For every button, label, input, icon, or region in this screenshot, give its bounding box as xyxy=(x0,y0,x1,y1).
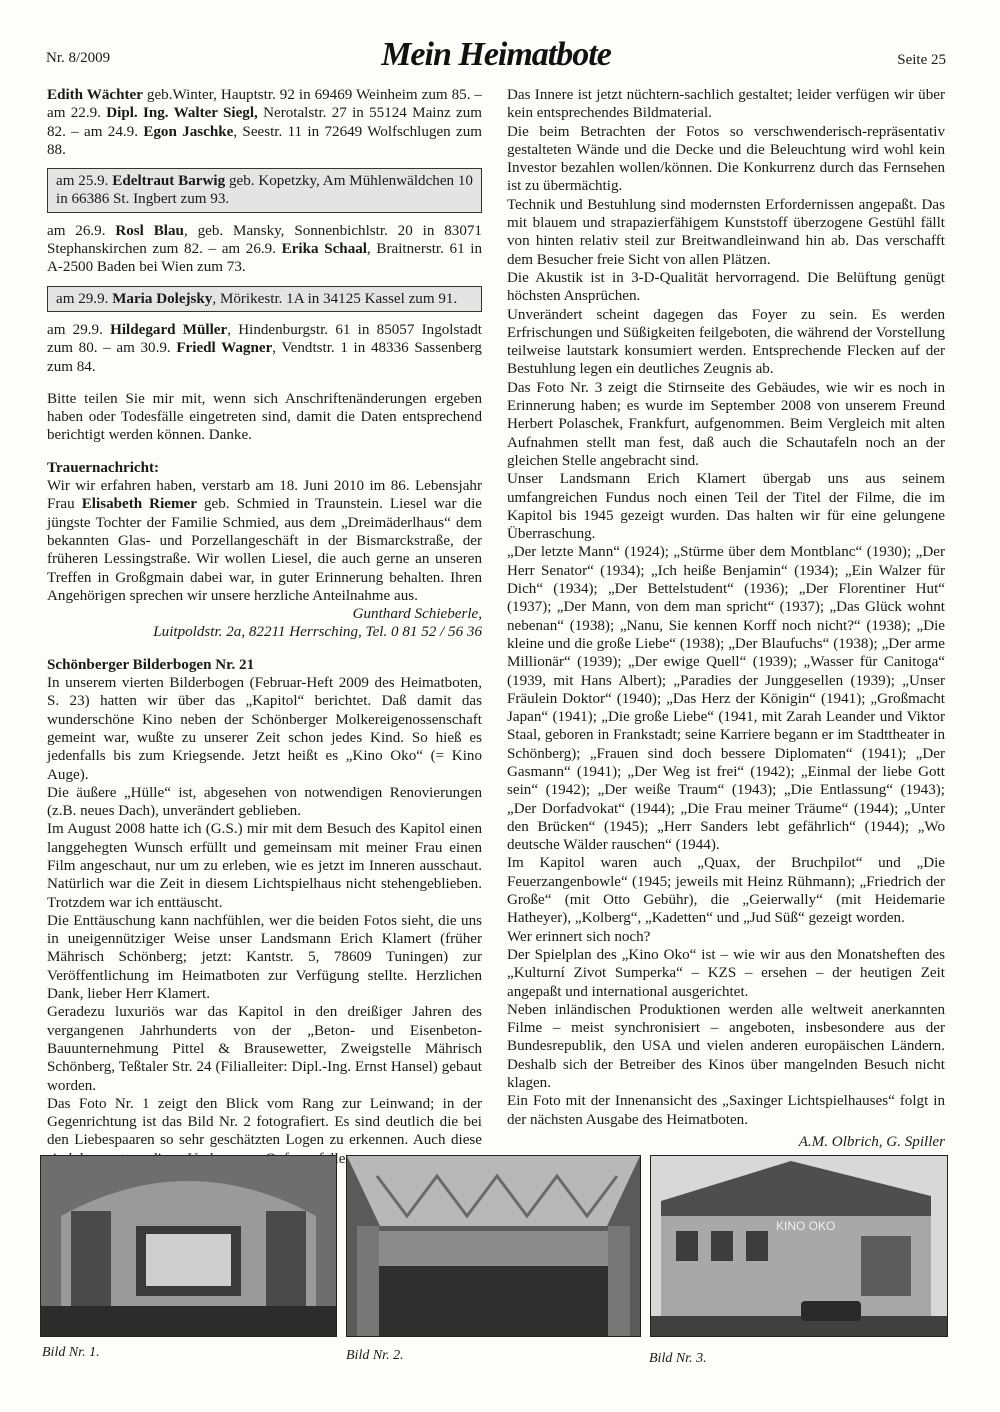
article-paragraph: Die äußere „Hülle“ ist, abgesehen von notwendigen Renovierungen (z.B. neues Dach), unverändert geblieben. xyxy=(47,784,482,820)
photo-strip xyxy=(40,1155,960,1395)
article-paragraph: Im Kapitol waren auch „Quax, der Bruchpilot“ und „Die Feuerzangenbowle“ (1945; jeweils mit Heinz Rühmann); „Friedrich der Große“ (mit Otto Gebühr), die „Geierwally“ (mit Heidemarie Hatheyer), „Kolberg“, „Kadetten“ und „Jud Süß“ gezeigt worden. xyxy=(507,855,945,927)
article-paragraph: Unverändert scheint dagegen das Foyer zu sein. Es werden Erfrischungen und Süßigkeiten feilgeboten, die während der Vorstellung teilweise lautstark konsumiert werden. Entsprechende Flecken auf der Bestuhlung legen ein deutliches Zeugnis ab. xyxy=(507,306,945,378)
article-paragraph: Im August 2008 hatte ich (G.S.) mir mit dem Besuch des Kapitol einen langgehegten Wunsch erfüllt und gemeinsam mit meiner Frau einen Film angeschaut, nur um zu erleben, wie es jetzt im Inneren ausschaut. Natürlich war die Zeit in diesem Lichtspielhaus nicht stehengeblieben. Trotzdem war ich enttäuscht. xyxy=(47,821,482,911)
mourning-heading: Trauernachricht: xyxy=(47,459,160,476)
cinema-facade-image xyxy=(651,1156,947,1336)
article-paragraph: Das Innere ist jetzt nüchtern-sachlich gestaltet; leider verfügen wir über kein entsprechendes Bildmaterial. xyxy=(507,87,945,122)
article-paragraph: Wer erinnert sich noch? xyxy=(507,928,651,945)
photo-caption: Bild Nr. 1. xyxy=(42,1345,100,1360)
article-paragraph: Neben inländischen Produktionen werden alle weltweit anerkannten Filme – meist synchronisiert – angeboten, insbesondere aus der Bundesrepublik, den USA und vielen anderen europäischen Ländern. Deshalb sich der Betreiber des Kinos über mangelnden Besuch nicht klagen. xyxy=(507,1001,945,1092)
photo-caption: Bild Nr. 3. xyxy=(649,1351,707,1366)
cinema-interior-image xyxy=(41,1156,336,1336)
mourning-address: Luitpoldstr. 2a, 82211 Herrsching, Tel. 0 81 52 / 56 36 xyxy=(153,624,482,641)
film-list: „Der letzte Mann“ (1924); „Stürme über dem Montblanc“ (1930); „Der Herr Senator“ (1934); „Ich heiße Benjamin“ (1934); „Ein Walzer für Dich“ (1934); „Der Bettelstudent“ (1936); „Der Florentiner Hut“ (1937); „Der Mann, von dem man spricht“ (1937); „Das Glück wohnt nebenan“ (1938); „Nanu, Sie kennen Korff noch nicht?“ (1938); „Die kleine und die große Liebe“ (1938); „Der Blaufuchs“ (1938); „Der arme Millionär“ (1939); „Der ewige Quell“ (1939); „Wasser für Canitoga“ (1939, mit Hans Albert); „Paradies der Junggesellen (1939); „Unser Fräulein Doktor“ (1940); „Das Herz der Königin“ (1941); „Großmacht Japan“ (1941); „Die große Liebe“ (1941, mit Zarah Leander und Viktor Staal, geboren in Frankstadt; seine Karriere begann er im Stadttheater in Schönberg); „Frauen sind doch bessere Diplomaten“ (1941); „Der Gasmann“ (1941); „Der Weg ist frei“ (1942); „Einmal der liebe Gott sein“ (1942); „Der weiße Traum“ (1943); „Die Entlassung“ (1943); „Der Dorfadvokat“ (1944); „Die Frau meiner Träume“ (1944); „Unter den Brücken“ (1945); „Herr Sanders lebt gefährlich“ (1944); „Wo deutsche Wälder rauschen“ (1944). xyxy=(507,544,945,854)
article-paragraph: Die beim Betrachten der Fotos so verschwenderisch-repräsentativ gestalteten Wände und die Decke und die Beleuchtung wird wohl kein Investor bezahlen wollen/können. Die Konkurrenz durch das Fernsehen ist zu übermächtig. xyxy=(507,123,945,195)
birthday-entry: am 26.9. Rosl Blau, geb. Mansky, Sonnenbichlstr. 20 in 83071 Stephanskirchen zum 82. – am 26.9. Erika Schaal, Braitnerstr. 61 in A-2500 Baden bei Wien zum 73. xyxy=(47,222,483,276)
cinema-sign: KINO OKO xyxy=(776,1219,836,1233)
article-paragraph: Unser Landsmann Erich Klamert übergab uns aus seinem umfangreichen Fundus noch einen Teil der Titel der Filme, die im Kapitol bis 1945 gezeigt wurden. Das halten wir für eine gelungene Überraschung. xyxy=(507,471,945,543)
mourning-text: Wir wir erfahren haben, verstarb am 18. Juni 2010 im 86. Lebensjahr Frau Elisabeth Riemer geb. Schmied in Traunstein. Liesel war die jüngste Tochter der Familie Schmied, aus dem „Dreimäderlhaus“ dem bekannten Glas- und Porzellangeschäft in der Bismarckstraße, der früheren Lessingstraße. Wir wollen Liesel, die auch gerne an unseren Treffen in Großgmain dabei war, in guter Erinnerung behalten. Ihren Angehörigen sprechen wir unsere herzliche Anteilnahme aus. xyxy=(47,478,482,604)
highlight-box: am 29.9. Maria Dolejsky, Mörikestr. 1A in 34125 Kassel zum 91. xyxy=(47,286,482,312)
notice-paragraph: Bitte teilen Sie mir mit, wenn sich Anschriftenänderungen ergeben haben oder Todesfälle eingetreten sind, damit die Daten entsprechend berichtigt werden können. Danke. xyxy=(47,390,482,444)
article-heading: Schönberger Bilderbogen Nr. 21 xyxy=(47,656,255,673)
article-paragraph: Das Foto Nr. 1 zeigt den Blick vom Rang zur Leinwand; in der Gegenrichtung ist das Bild Nr. 2 fotografiert. Es sind deutlich die bei den Liebespaaren so sehr geschätzten Logen zu erkennen. Auch diese xyxy=(47,1095,482,1149)
photo-cinema-screen-view xyxy=(40,1155,337,1337)
highlight-box: am 25.9. Edeltraut Barwig geb. Kopetzky, Am Mühlenwäldchen 10 in 66386 St. Ingbert zum 93. xyxy=(47,168,482,213)
article-authors: A.M. Olbrich, G. Spiller xyxy=(798,1133,945,1150)
article-paragraph: Technik und Bestuhlung sind modernsten Erfordernissen angepaßt. Das mit blauem und strapazierfähigem Kunststoff überzogene Gestühl fällt von hinten relativ steil zur Breitwandleinwand hin ab. Das verschafft dem Besucher freie Sicht von allen Plätzen. xyxy=(507,196,945,268)
photo-cinema-facade xyxy=(650,1155,948,1337)
page-number: Seite 25 xyxy=(897,52,946,68)
article-paragraph: Die Akustik ist in 3-D-Qualität hervorragend. Die Belüftung genügt höchsten Ansprüchen. xyxy=(507,269,945,305)
article-paragraph: Ein Foto mit der Innenansicht des „Saxinger Lichtspielhauses“ folgt in der nächsten Ausgabe des Heimatboten. xyxy=(507,1093,945,1128)
article-paragraph: Geradezu luxuriös war das Kapitol in den dreißiger Jahren des vergangenen Jahrhunderts von der „Beton- und Eisenbeton-Bauunternehmung Pittel & Brausewetter, Zweigstelle Mährisch Schönberg, Teßtaler Str. 24 (Filialleiter: Dipl.-Ing. Ernst Hansel) gebaut worden. xyxy=(47,1004,482,1094)
article-paragraph: Das Foto Nr. 3 zeigt die Stirnseite des Gebäudes, wie wir es noch in Erinnerung haben; es wurde im September 2008 von unserem Freund Herbert Polaschek, Frankfurt, aufgenommen. Beim Vergleich mit alten Aufnahmen stellt man fest, daß auch die Schautafeln noch an der gleichen Stelle angebracht sind. xyxy=(507,379,945,469)
article-paragraph: Der Spielplan des „Kino Oko“ ist – wie wir aus den Monatsheften des „Kulturní Zivot Sumperka“ – KZS – ersehen – der heutigen Zeit angepaßt und international ausgerichtet. xyxy=(507,946,945,1000)
cinema-balcony-image xyxy=(347,1156,640,1336)
page-header xyxy=(46,36,946,80)
birthday-entry: Edith Wächter geb.Winter, Hauptstr. 92 in 69469 Weinheim zum 85. – am 22.9. Dipl. Ing. Walter Siegl, Nerotalstr. 27 in 55124 Mainz zum 82. – am 24.9. Egon Jaschke, Seestr. 11 in 72649 Wolfschlugen zum 88. xyxy=(47,87,483,158)
mourning-signature: Gunthard Schieberle, xyxy=(352,606,482,623)
left-column xyxy=(47,86,482,1168)
birthday-entry: am 29.9. Hildegard Müller, Hindenburgstr. 61 in 85057 Ingolstadt zum 80. – am 30.9. Friedl Wagner, Vendtstr. 1 in 48336 Sassenberg zum 84. xyxy=(47,321,482,375)
masthead-logo: Mein Heimatbote xyxy=(381,36,611,73)
issue-number: Nr. 8/2009 xyxy=(46,50,111,66)
photo-caption: Bild Nr. 2. xyxy=(346,1348,404,1363)
photo-cinema-balcony-view xyxy=(346,1155,641,1337)
right-column xyxy=(507,86,945,1151)
article-paragraph: Die Enttäuschung kann nachfühlen, wer die beiden Fotos sieht, die uns in uneigennütziger Weise unser Landsmann Erich Klamert (früher Mährisch Schönberg; jetzt: Kantstr. 5, 78609 Tuningen) zur Veröffentlichung im Heimatboten zur Verfügung stellte. Herzlichen Dank, lieber Herr Klamert. xyxy=(47,912,482,1003)
article-paragraph: In unserem vierten Bilderbogen (Februar-Heft 2009 des Heimatboten, S. 23) hatten wir über das „Kapitol“ berichtet. Daß damit das wunderschöne Kino neben der Schönberger Molkereigenossenschaft gemeint war, wußte zu unserer Zeit schon jedes Kind. So hieß es jedenfalls bis zum Kriegsende. Jetzt heißt es „Kino Oko“ (= Kino Auge). xyxy=(47,675,482,783)
